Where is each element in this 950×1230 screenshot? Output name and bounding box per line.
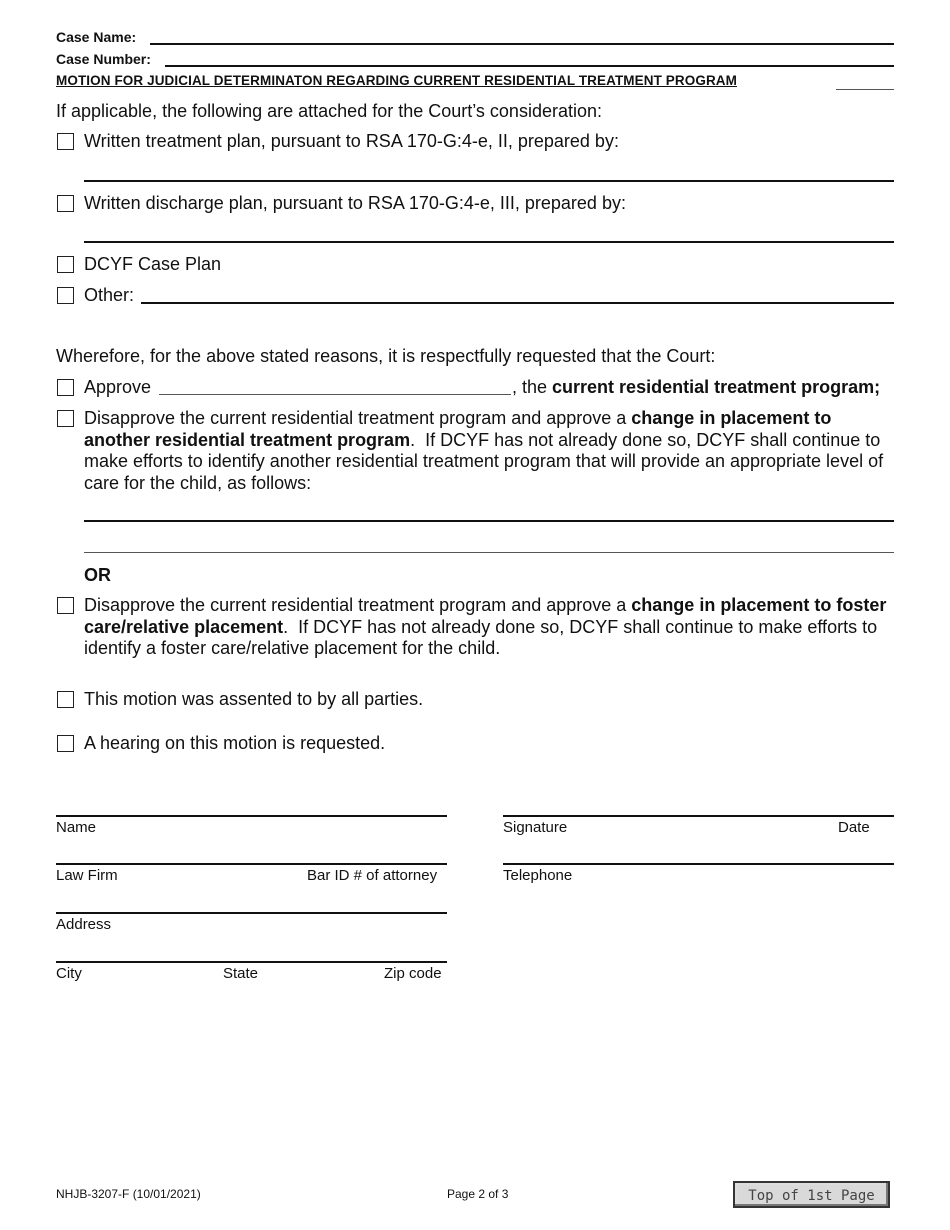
hearing-checkbox[interactable]	[57, 735, 74, 752]
page-number: Page 2 of 3	[447, 1187, 509, 1201]
or-separator: OR	[84, 565, 111, 585]
disapprove-foster-checkbox[interactable]	[57, 597, 74, 614]
address-label: Address	[56, 916, 112, 933]
assented-label: This motion was assented to by all parties.	[84, 689, 424, 709]
other-label: Other:	[84, 285, 135, 305]
level-of-care-field-1[interactable]	[84, 520, 894, 522]
approve-text: , the current residential treatment program;	[512, 377, 881, 397]
approve-program-field[interactable]	[159, 394, 511, 395]
treatment-plan-preparer-field[interactable]	[84, 180, 894, 182]
signature-label: Signature	[503, 819, 568, 836]
other-checkbox[interactable]	[57, 287, 74, 304]
other-field[interactable]	[141, 302, 894, 304]
treatment-plan-label: Written treatment plan, pursuant to RSA 170-G:4-e, II, prepared by:	[84, 131, 619, 151]
level-of-care-field-2[interactable]	[84, 552, 894, 553]
case-plan-label: DCYF Case Plan	[84, 254, 222, 274]
top-of-first-page-button[interactable]: Top of 1st Page	[733, 1181, 890, 1208]
bar-id-label: Bar ID # of attorney	[307, 867, 438, 884]
case-number-field[interactable]	[165, 65, 894, 67]
page-title: MOTION FOR JUDICIAL DETERMINATON REGARDING CURRENT RESIDENTIAL TREATMENT PROGRAM	[56, 73, 738, 88]
city-state-zip-field[interactable]	[56, 961, 447, 963]
approve-checkbox[interactable]	[57, 379, 74, 396]
disapprove-rtp-text: Disapprove the current residential treatment program and approve a change in placement to another residential treatment program. If DCYF has not already done so, DCYF shall continue to make efforts to identify another residential treatment program that will provide an appropriate level of care for the child, as follows:	[84, 408, 889, 493]
date-label: Date	[838, 819, 870, 836]
request-intro: Wherefore, for the above stated reasons, it is respectfully requested that the Court:	[56, 346, 716, 366]
signature-field[interactable]	[503, 815, 894, 817]
discharge-plan-checkbox[interactable]	[57, 195, 74, 212]
assented-checkbox[interactable]	[57, 691, 74, 708]
case-name-label: Case Name:	[56, 29, 137, 45]
discharge-plan-preparer-field[interactable]	[84, 241, 894, 243]
treatment-plan-checkbox[interactable]	[57, 133, 74, 150]
case-name-field[interactable]	[150, 43, 894, 45]
law-firm-label: Law Firm	[56, 867, 118, 884]
approve-label: Approve	[84, 377, 152, 397]
case-number-label: Case Number:	[56, 51, 151, 67]
attachments-intro: If applicable, the following are attached for the Court’s consideration:	[56, 101, 602, 121]
name-label: Name	[56, 819, 97, 836]
zip-label: Zip code	[384, 965, 442, 982]
disapprove-rtp-checkbox[interactable]	[57, 410, 74, 427]
state-label: State	[223, 965, 259, 982]
disapprove-foster-text: Disapprove the current residential treatment program and approve a change in placement to foster care/relative placement. If DCYF has not already done so, DCYF shall continue to make efforts to identify a foster care/relative placement for the child.	[84, 595, 887, 658]
form-id: NHJB-3207-F (10/01/2021)	[56, 1187, 201, 1201]
name-field[interactable]	[56, 815, 447, 817]
telephone-field[interactable]	[503, 863, 894, 865]
discharge-plan-label: Written discharge plan, pursuant to RSA 170-G:4-e, III, prepared by:	[84, 193, 626, 213]
hearing-label: A hearing on this motion is requested.	[84, 733, 386, 753]
law-firm-field[interactable]	[56, 863, 447, 865]
address-field[interactable]	[56, 912, 447, 914]
case-plan-checkbox[interactable]	[57, 256, 74, 273]
telephone-label: Telephone	[503, 867, 573, 884]
title-rule	[836, 89, 894, 90]
city-label: City	[56, 965, 82, 982]
